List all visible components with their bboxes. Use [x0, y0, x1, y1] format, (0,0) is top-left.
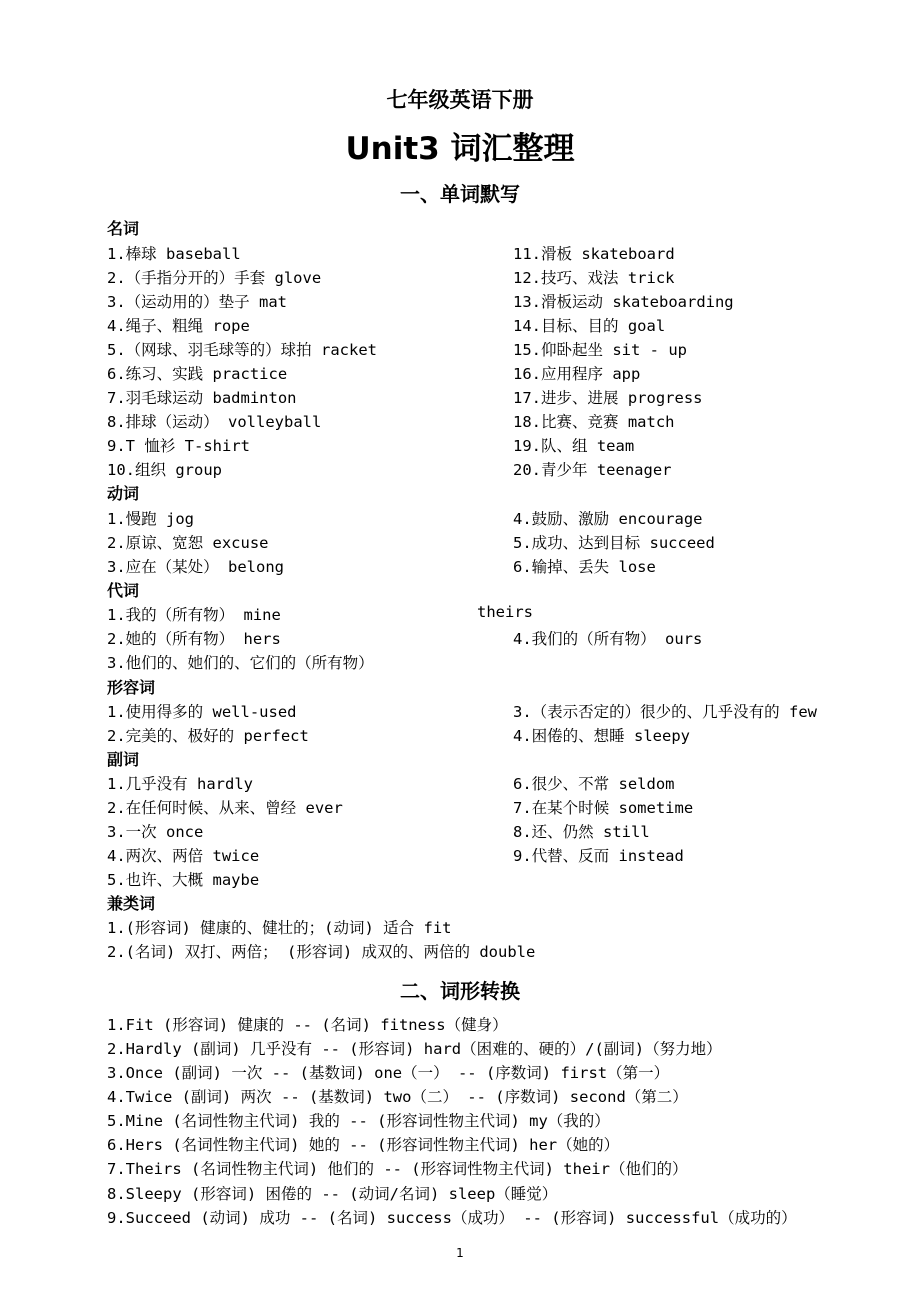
adverb-item: 6.很少、不常 seldom [513, 775, 675, 793]
noun-item: 15.仰卧起坐 sit - up [513, 341, 687, 359]
noun-item: 1.棒球 baseball [107, 245, 241, 263]
word-form-item: 7.Theirs (名词性物主代词) 他们的 -- (形容词性物主代词) their（他们的） [107, 1160, 688, 1178]
word-form-item: 8.Sleepy (形容词) 困倦的 -- (动词/名词) sleep（睡觉） [107, 1185, 558, 1203]
noun-item: 10.组织 group [107, 461, 222, 479]
verb-item: 1.慢跑 jog [107, 510, 194, 528]
adjective-item: 4.困倦的、想睡 sleepy [513, 727, 690, 745]
verb-item: 4.鼓励、激励 encourage [513, 510, 703, 528]
adverb-item: 5.也许、大概 maybe [107, 871, 260, 889]
noun-item: 7.羽毛球运动 badminton [107, 389, 297, 407]
category-adjectives: 形容词 [107, 678, 156, 697]
noun-item: 16.应用程序 app [513, 365, 641, 383]
verb-item: 3.应在（某处） belong [107, 558, 284, 576]
adjective-item: 3.（表示否定的）很少的、几乎没有的 few [513, 703, 817, 721]
adverb-item: 2.在任何时候、从来、曾经 ever [107, 799, 343, 817]
word-form-item: 6.Hers (名词性物主代词) 她的 -- (形容词性物主代词) her（她的） [107, 1136, 620, 1154]
pronoun-item: 1.我的（所有物） mine [107, 606, 281, 624]
noun-item: 13.滑板运动 skateboarding [513, 293, 734, 311]
noun-item: 17.进步、进展 progress [513, 389, 703, 407]
noun-item: 18.比赛、竞赛 match [513, 413, 675, 431]
noun-item: 20.青少年 teenager [513, 461, 672, 479]
section-title-dictation: 一、单词默写 [400, 182, 520, 206]
page-number: 1 [456, 1246, 464, 1260]
category-multi-class: 兼类词 [107, 894, 156, 913]
word-form-item: 5.Mine (名词性物主代词) 我的 -- (形容词性物主代词) my（我的） [107, 1112, 610, 1130]
adverb-item: 3.一次 once [107, 823, 204, 841]
category-nouns: 名词 [107, 219, 140, 238]
noun-item: 12.技巧、戏法 trick [513, 269, 675, 287]
word-form-item: 1.Fit (形容词) 健康的 -- (名词) fitness（健身） [107, 1016, 508, 1034]
category-verbs: 动词 [107, 484, 140, 503]
verb-item: 2.原谅、宽恕 excuse [107, 534, 269, 552]
adverb-item: 7.在某个时候 sometime [513, 799, 694, 817]
noun-item: 9.T 恤衫 T-shirt [107, 437, 250, 455]
multi-class-item: 1.(形容词) 健康的、健壮的；(动词) 适合 fit [107, 919, 452, 937]
adverb-item: 8.还、仍然 still [513, 823, 650, 841]
noun-item: 8.排球（运动） volleyball [107, 413, 322, 431]
section-title-word-forms: 二、词形转换 [400, 979, 520, 1003]
noun-item: 4.绳子、粗绳 rope [107, 317, 250, 335]
noun-item: 11.滑板 skateboard [513, 245, 675, 263]
noun-item: 6.练习、实践 practice [107, 365, 288, 383]
unit-title: Unit3 词汇整理 [345, 131, 575, 167]
word-form-item: 9.Succeed (动词) 成功 -- (名词) success（成功） -- (形容词) successful（成功的） [107, 1209, 797, 1227]
category-adverbs: 副词 [107, 750, 140, 769]
pronoun-item: 4.我们的（所有物） ours [513, 630, 703, 648]
word-form-item: 3.Once (副词) 一次 -- (基数词) one（一） -- (序数词) first（第一） [107, 1064, 670, 1082]
noun-item: 19.队、组 team [513, 437, 635, 455]
noun-item: 3.（运动用的）垫子 mat [107, 293, 287, 311]
adverb-item: 4.两次、两倍 twice [107, 847, 260, 865]
adjective-item: 1.使用得多的 well-used [107, 703, 297, 721]
adverb-item: 9.代替、反而 instead [513, 847, 684, 865]
verb-item: 5.成功、达到目标 succeed [513, 534, 715, 552]
category-pronouns: 代词 [107, 581, 140, 600]
word-form-item: 2.Hardly (副词) 几乎没有 -- (形容词) hard（困难的、硬的）/(副词)（努力地） [107, 1040, 722, 1058]
multi-class-item: 2.(名词) 双打、两倍； (形容词) 成双的、两倍的 double [107, 943, 536, 961]
noun-item: 5.（网球、羽毛球等的）球拍 racket [107, 341, 377, 359]
document-grade-title: 七年级英语下册 [386, 88, 534, 112]
pronoun-item: 2.她的（所有物） hers [107, 630, 281, 648]
adjective-item: 2.完美的、极好的 perfect [107, 727, 309, 745]
noun-item: 2.（手指分开的）手套 glove [107, 269, 322, 287]
pronoun-item: theirs [477, 603, 533, 621]
verb-item: 6.输掉、丢失 lose [513, 558, 656, 576]
pronoun-item: 3.他们的、她们的、它们的（所有物） [107, 654, 374, 672]
noun-item: 14.目标、目的 goal [513, 317, 666, 335]
adverb-item: 1.几乎没有 hardly [107, 775, 253, 793]
word-form-item: 4.Twice (副词) 两次 -- (基数词) two（二） -- (序数词) second（第二） [107, 1088, 688, 1106]
